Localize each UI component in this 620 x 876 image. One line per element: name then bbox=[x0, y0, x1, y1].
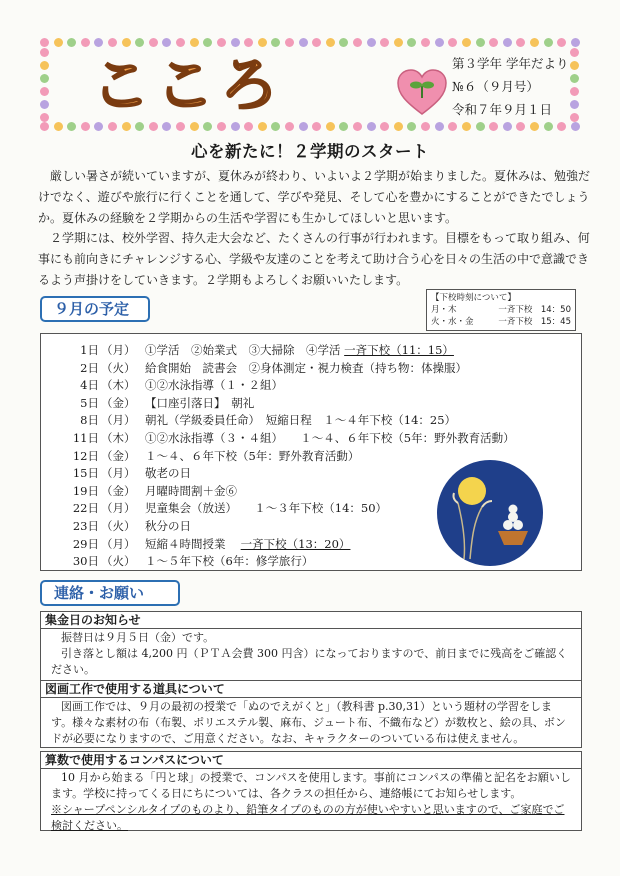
issue-date: 令和７年９月１日 bbox=[452, 102, 553, 117]
dismissal-row: 火・水・金 一斉下校 15：45 bbox=[431, 317, 571, 327]
notice-compass bbox=[40, 751, 582, 831]
schedule-event: 敬老の日 bbox=[145, 466, 191, 481]
schedule-weekday: （金） bbox=[101, 448, 136, 463]
article-title: 心を新たに！２学期のスタート bbox=[191, 142, 429, 161]
flower-icon bbox=[135, 38, 144, 47]
issue-number: №６（９月号） bbox=[452, 79, 539, 94]
flower-icon bbox=[353, 38, 362, 47]
flower-icon bbox=[448, 38, 457, 47]
schedule-event: ①②水泳指導（１・２組） bbox=[145, 378, 283, 393]
schedule-weekday: （月） bbox=[101, 466, 136, 481]
grade-line: 第３学年 学年だより bbox=[452, 56, 569, 71]
flower-icon bbox=[516, 38, 525, 47]
schedule-day: 30日 bbox=[72, 554, 99, 569]
article-paragraph-2: ２学期には、校外学習、持久走大会など、たくさんの行事が行われます。目標をもって取り組み、何事にも前向きにチャレンジする心、学級や友達のことを考えて助け合う心を日々の生活の中で意識できるよう声掛けをしていきます。２学期もよろしくお願いいたします。 bbox=[38, 231, 590, 287]
flower-icon bbox=[40, 113, 49, 122]
schedule-weekday: （金） bbox=[101, 483, 136, 498]
flower-icon bbox=[570, 113, 579, 122]
flower-icon bbox=[312, 38, 321, 47]
flower-border-right bbox=[570, 48, 580, 122]
schedule-day: 5日 bbox=[80, 395, 99, 410]
flower-icon bbox=[176, 38, 185, 47]
flower-icon bbox=[40, 74, 49, 83]
dismissal-title: 【下校時刻について】 bbox=[431, 293, 516, 303]
flower-icon bbox=[81, 122, 90, 131]
schedule-dismissal: 一斉下校（13：20） bbox=[240, 536, 351, 551]
flower-icon bbox=[570, 48, 579, 57]
flower-icon bbox=[40, 100, 49, 109]
flower-icon bbox=[503, 38, 512, 47]
schedule-weekday: （木） bbox=[101, 431, 136, 445]
flower-icon bbox=[54, 38, 63, 47]
flower-icon bbox=[435, 38, 444, 47]
schedule-event: ①学活 ②始業式 ③大掃除 ④学活 一斉下校（11：15） bbox=[145, 343, 454, 357]
notice-collection-day bbox=[40, 611, 582, 681]
flower-icon bbox=[530, 38, 539, 47]
schedule-event: 月曜時間割＋金⑥ bbox=[145, 483, 237, 498]
flower-icon bbox=[421, 122, 430, 131]
flower-icon bbox=[407, 122, 416, 131]
flower-icon bbox=[380, 122, 389, 131]
flower-icon bbox=[54, 122, 63, 131]
flower-icon bbox=[557, 38, 566, 47]
flower-icon bbox=[448, 122, 457, 131]
flower-icon bbox=[570, 61, 579, 70]
masthead bbox=[40, 38, 580, 130]
flower-icon bbox=[271, 38, 280, 47]
schedule-day: 8日 bbox=[80, 413, 99, 428]
newsletter-logo: こころ bbox=[92, 51, 285, 119]
schedule-event: 秋分の日 bbox=[145, 519, 191, 533]
notice-body: 図画工作では、９月の最初の授業で「ぬのでえがくと」（教科書 p.30,31）という題材の学習をします。様々な素材の布（布製、ポリエステル製、麻布、ジュート布、不織布など）が数枚と、絵の具、ボンドが必要になりますので、ご用意ください。なお、キャラクターのついている布は使えません。 bbox=[51, 700, 566, 745]
flower-icon bbox=[190, 38, 199, 47]
schedule-event: ①②水泳指導（３・４組） １～４、６年下校（5年：野外教育活動） bbox=[145, 431, 515, 445]
notice-heading: 集金日のお知らせ bbox=[41, 612, 581, 629]
flower-icon bbox=[203, 38, 212, 47]
flower-icon bbox=[476, 38, 485, 47]
flower-icon bbox=[503, 122, 512, 131]
flower-icon bbox=[40, 38, 49, 47]
flower-icon bbox=[67, 38, 76, 47]
flower-icon bbox=[244, 38, 253, 47]
flower-icon bbox=[489, 38, 498, 47]
flower-icon bbox=[244, 122, 253, 131]
schedule-weekday: （月） bbox=[101, 501, 136, 516]
flower-icon bbox=[489, 122, 498, 131]
schedule-event: 朝礼（学級委員任命） 短縮日程 １～４年下校（14：25） bbox=[145, 413, 457, 428]
schedule-dismissal: 一斉下校（11：15） bbox=[344, 343, 454, 357]
flower-icon bbox=[271, 122, 280, 131]
flower-border-bottom bbox=[40, 122, 580, 134]
flower-icon bbox=[530, 122, 539, 131]
flower-icon bbox=[299, 38, 308, 47]
schedule-weekday: （月） bbox=[101, 536, 136, 551]
flower-icon bbox=[217, 122, 226, 131]
schedule-day: 11日 bbox=[72, 431, 99, 445]
flower-icon bbox=[570, 74, 579, 83]
schedule-weekday: （月） bbox=[101, 343, 136, 357]
flower-icon bbox=[108, 122, 117, 131]
moon-viewing-illustration bbox=[436, 459, 544, 567]
flower-icon bbox=[435, 122, 444, 131]
schedule-event: 【口座引落日】 朝礼 bbox=[145, 395, 255, 410]
flower-icon bbox=[40, 48, 49, 57]
flower-icon bbox=[40, 87, 49, 96]
flower-icon bbox=[380, 38, 389, 47]
flower-border-left bbox=[40, 48, 50, 122]
flower-icon bbox=[135, 122, 144, 131]
flower-icon bbox=[339, 38, 348, 47]
flower-icon bbox=[40, 122, 49, 131]
notice-body: 10 月から始まる「円と球」の授業で、コンパスを使用します。事前にコンパスの準備と記名をお願いします。学校に持ってくる日にちについては、各クラスの担任から、連絡帳にてお知らせします。 ※シャープペンシルタイプのものより、鉛筆タイプのものの方が使いやすいと思いますので、ご家庭でご検討ください。 bbox=[51, 771, 571, 832]
flower-icon bbox=[190, 122, 199, 131]
flower-icon bbox=[462, 38, 471, 47]
flower-icon bbox=[571, 38, 580, 47]
flower-icon bbox=[407, 38, 416, 47]
flower-icon bbox=[162, 38, 171, 47]
flower-icon bbox=[394, 38, 403, 47]
flower-icon bbox=[149, 122, 158, 131]
heart-sprout-icon bbox=[396, 68, 448, 116]
flower-icon bbox=[326, 122, 335, 131]
schedule-weekday: （金） bbox=[101, 395, 136, 410]
dismissal-time-box bbox=[426, 289, 576, 331]
flower-icon bbox=[108, 38, 117, 47]
flower-icon bbox=[571, 122, 580, 131]
schedule-day: 19日 bbox=[72, 483, 99, 498]
flower-icon bbox=[394, 122, 403, 131]
notice-art-supplies bbox=[40, 680, 582, 748]
schedule-event: 短縮４時間授業 一斉下校（13：20） bbox=[145, 536, 351, 551]
flower-icon bbox=[516, 122, 525, 131]
flower-icon bbox=[421, 38, 430, 47]
schedule-event: 児童集会（放送） １～３年下校（14：50） bbox=[145, 501, 388, 516]
flower-icon bbox=[162, 122, 171, 131]
schedule-day: 1日 bbox=[80, 343, 99, 357]
schedule-day: 12日 bbox=[72, 448, 99, 463]
flower-icon bbox=[570, 87, 579, 96]
flower-icon bbox=[285, 38, 294, 47]
flower-icon bbox=[217, 38, 226, 47]
schedule-weekday: （火） bbox=[101, 360, 136, 375]
flower-icon bbox=[258, 122, 267, 131]
flower-icon bbox=[94, 38, 103, 47]
flower-icon bbox=[94, 122, 103, 131]
flower-icon bbox=[67, 122, 76, 131]
flower-icon bbox=[476, 122, 485, 131]
schedule-event: １～４、６年下校（5年：野外教育活動） bbox=[145, 448, 360, 463]
flower-border-top bbox=[40, 38, 580, 50]
flower-icon bbox=[231, 38, 240, 47]
schedule-weekday: （火） bbox=[101, 554, 136, 569]
notice-body: 振替日は９月５日（金）です。 引き落とし額は 4,200 円（ＰＴＡ会費 300 円含）になっておりますので、前日までに残高をご確認ください。 bbox=[51, 631, 568, 676]
flower-icon bbox=[40, 61, 49, 70]
flower-icon bbox=[81, 38, 90, 47]
flower-icon bbox=[367, 38, 376, 47]
flower-icon bbox=[122, 38, 131, 47]
flower-icon bbox=[557, 122, 566, 131]
flower-icon bbox=[149, 38, 158, 47]
schedule-day: 2日 bbox=[80, 360, 99, 375]
notice-heading: 図画工作で使用する道具について bbox=[41, 681, 581, 698]
schedule-event: 給食開始 読書会 ②身体測定・視力検査（持ち物：体操服） bbox=[145, 360, 467, 375]
flower-icon bbox=[258, 38, 267, 47]
flower-icon bbox=[285, 122, 294, 131]
flower-icon bbox=[544, 122, 553, 131]
flower-icon bbox=[353, 122, 362, 131]
flower-icon bbox=[544, 38, 553, 47]
flower-icon bbox=[326, 38, 335, 47]
dismissal-row: 月・木 一斉下校 14：50 bbox=[431, 305, 571, 315]
flower-icon bbox=[299, 122, 308, 131]
flower-icon bbox=[231, 122, 240, 131]
flower-icon bbox=[462, 122, 471, 131]
flower-icon bbox=[312, 122, 321, 131]
flower-icon bbox=[339, 122, 348, 131]
issue-info bbox=[452, 52, 568, 121]
flower-icon bbox=[176, 122, 185, 131]
schedule-day: 23日 bbox=[72, 519, 99, 533]
flower-icon bbox=[122, 122, 131, 131]
schedule-section-label: ９月の予定 bbox=[40, 296, 150, 322]
flower-icon bbox=[203, 122, 212, 131]
flower-icon bbox=[367, 122, 376, 131]
notice-heading: 算数で使用するコンパスについて bbox=[41, 752, 581, 769]
schedule-day: 4日 bbox=[80, 378, 99, 393]
schedule-day: 22日 bbox=[72, 501, 99, 516]
schedule-event: １～５年下校（6年：修学旅行） bbox=[145, 554, 314, 569]
notices-section-label: 連絡・お願い bbox=[40, 580, 180, 606]
schedule-day: 15日 bbox=[72, 466, 99, 481]
flower-icon bbox=[570, 100, 579, 109]
schedule-day: 29日 bbox=[72, 536, 99, 551]
schedule-weekday: （火） bbox=[101, 519, 136, 533]
schedule-weekday: （木） bbox=[101, 378, 136, 393]
article-paragraph-1: 厳しい暑さが続いていますが、夏休みが終わり、いよいよ２学期が始まりました。夏休みは、勉強だけでなく、遊びや旅行に行くことを通して、学びや発見、そして心を豊かにすることができたでしょうか。夏休みの経験を２学期からの生活や学習にも生かしてほしいと思います。 bbox=[38, 169, 591, 225]
schedule-weekday: （月） bbox=[101, 413, 136, 428]
